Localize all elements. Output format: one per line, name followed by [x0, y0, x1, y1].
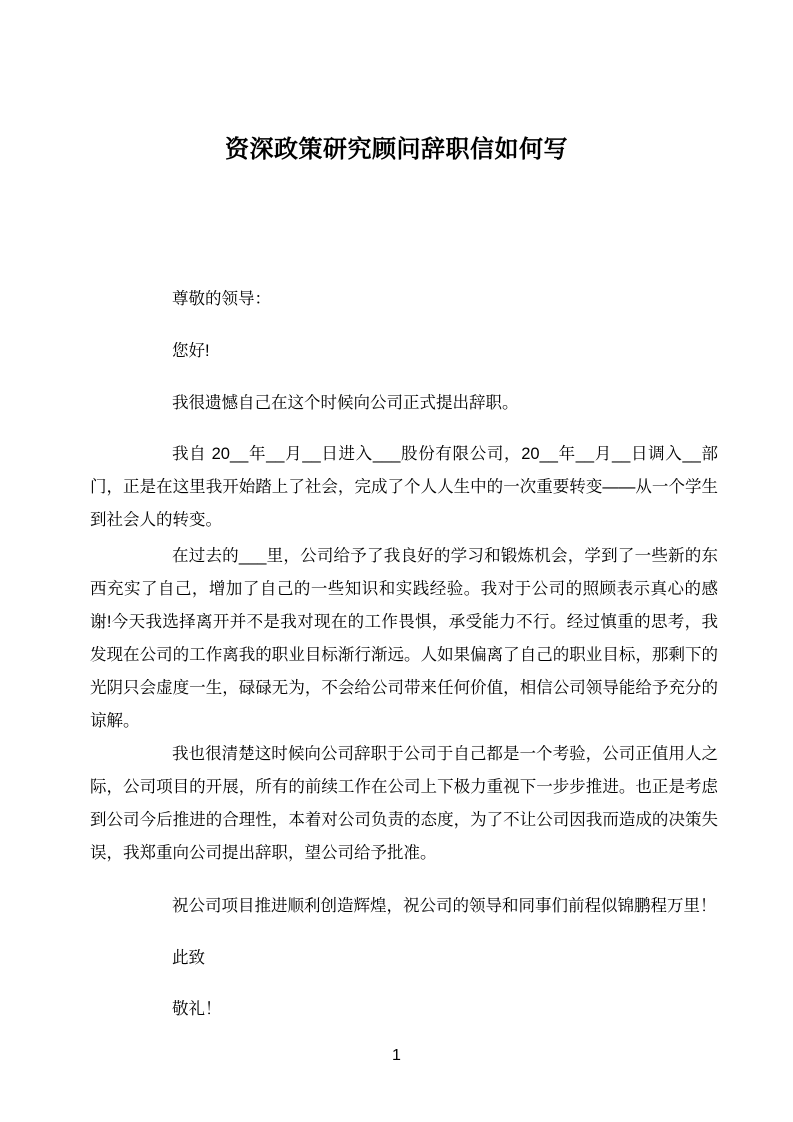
letter-body — [90, 283, 718, 1026]
paragraph-well-wishes: 祝公司项目推进顺利创造辉煌，祝公司的领导和同事们前程似锦鹏程万里！ — [172, 897, 717, 915]
paragraph-resignation-statement: 我很遗憾自己在这个时候向公司正式提出辞职。 — [172, 394, 519, 412]
document-title: 资深政策研究顾问辞职信如何写 — [225, 136, 568, 163]
greeting-line: 您好! — [172, 342, 210, 360]
paragraph-joining-history: 我自 20__年__月__日进入___股份有限公司，20__年__月__日调入__部门，正是在这里我开始踏上了社会，完成了个人人生中的一次重要转变——从一个学生到社会人的转变。 — [90, 445, 718, 529]
paragraph-gratitude-and-reason: 在过去的___里，公司给予了我良好的学习和锻炼机会，学到了一些新的东西充实了自己，增加了自己的一些知识和实践经验。我对于公司的照顾表示真心的感谢!今天我选择离开并不是我对现在的工作畏惧，承受能力不行。经过慎重的思考，我发现在公司的工作离我的职业目标渐行渐远。人如果偏离了自己的职业目标，那剩下的光阴只会虚度一生，碌碌无为，不会给公司带来任何价值，相信公司领导能给予充分的谅解。 — [90, 547, 718, 730]
closing-line: 此致 — [172, 949, 205, 967]
page-number: 1 — [392, 1047, 401, 1064]
paragraph-consideration: 我也很清楚这时候向公司辞职于公司于自己都是一个考验，公司正值用人之际，公司项目的开展，所有的前续工作在公司上下极力重视下一步步推进。也正是考虑到公司今后推进的合理性，本着对公司负责的态度，为了不让公司因我而造成的决策失误，我郑重向公司提出辞职，望公司给予批准。 — [90, 745, 718, 862]
salute-line: 敬礼！ — [172, 1000, 222, 1018]
salutation-line: 尊敬的领导： — [172, 290, 271, 308]
